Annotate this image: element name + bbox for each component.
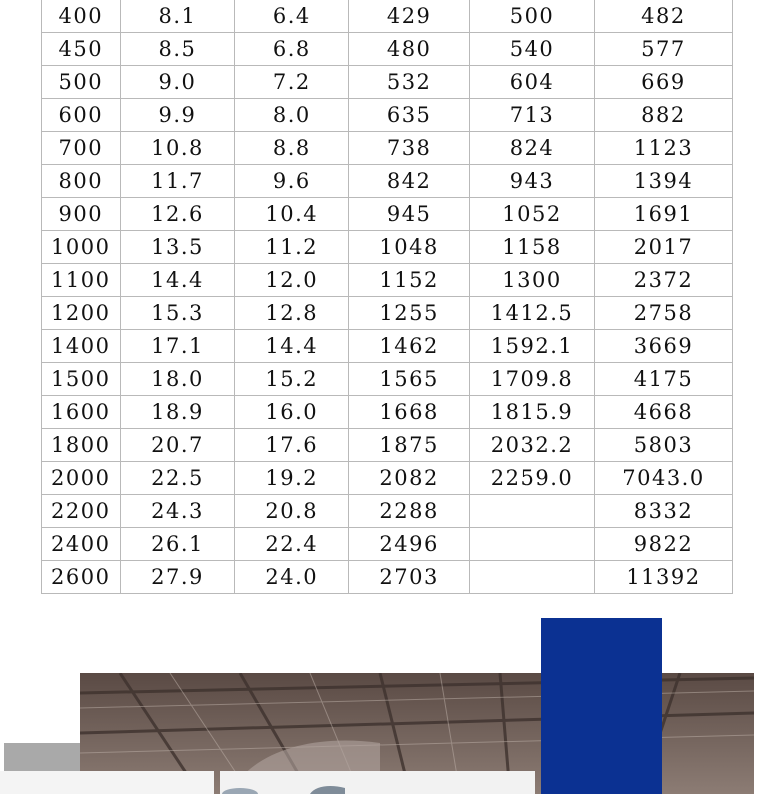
table-cell: 1565 [349, 363, 470, 396]
table-cell: 1691 [594, 198, 732, 231]
table-cell: 15.3 [120, 297, 235, 330]
table-cell: 6.4 [235, 0, 349, 33]
pipe-spec-table [41, 0, 733, 594]
table-row [42, 33, 733, 66]
table-cell: 532 [349, 66, 470, 99]
table-cell: 7.2 [235, 66, 349, 99]
table-cell: 635 [349, 99, 470, 132]
table-cell: 1815.9 [470, 396, 595, 429]
table-cell: 26.1 [120, 528, 235, 561]
table-cell: 1500 [42, 363, 121, 396]
table-cell: 2000 [42, 462, 121, 495]
table-cell: 600 [42, 99, 121, 132]
table-cell: 11.7 [120, 165, 235, 198]
table-cell [470, 561, 595, 594]
table-cell: 12.8 [235, 297, 349, 330]
table-cell: 12.0 [235, 264, 349, 297]
table-row [42, 429, 733, 462]
table-cell: 2496 [349, 528, 470, 561]
table-cell: 12.6 [120, 198, 235, 231]
table-cell: 945 [349, 198, 470, 231]
table-cell: 943 [470, 165, 595, 198]
table-cell: 1394 [594, 165, 732, 198]
table-cell: 22.5 [120, 462, 235, 495]
table-cell: 700 [42, 132, 121, 165]
pipe-product-image [220, 778, 360, 794]
table-cell: 6.8 [235, 33, 349, 66]
table-cell: 713 [470, 99, 595, 132]
table-row [42, 561, 733, 594]
table-cell: 577 [594, 33, 732, 66]
table-row [42, 495, 733, 528]
table-cell: 24.0 [235, 561, 349, 594]
table-cell: 824 [470, 132, 595, 165]
table-cell: 1668 [349, 396, 470, 429]
table-cell: 18.0 [120, 363, 235, 396]
table-cell: 4175 [594, 363, 732, 396]
table-cell: 18.9 [120, 396, 235, 429]
table-cell: 11392 [594, 561, 732, 594]
table-cell: 9.9 [120, 99, 235, 132]
table-cell: 2400 [42, 528, 121, 561]
table-cell: 669 [594, 66, 732, 99]
table-row [42, 363, 733, 396]
table-cell: 20.7 [120, 429, 235, 462]
table-cell: 1200 [42, 297, 121, 330]
table-cell: 1592.1 [470, 330, 595, 363]
table-cell: 8.1 [120, 0, 235, 33]
table-cell: 1152 [349, 264, 470, 297]
table-cell: 17.6 [235, 429, 349, 462]
table-cell: 1100 [42, 264, 121, 297]
table-cell: 20.8 [235, 495, 349, 528]
table-cell: 9822 [594, 528, 732, 561]
table-cell [470, 495, 595, 528]
table-cell: 540 [470, 33, 595, 66]
table-cell: 10.8 [120, 132, 235, 165]
table-cell: 1052 [470, 198, 595, 231]
table-cell: 8332 [594, 495, 732, 528]
table-row [42, 165, 733, 198]
blue-accent-block [541, 618, 662, 794]
table-cell: 9.6 [235, 165, 349, 198]
table-cell: 604 [470, 66, 595, 99]
table-cell: 2082 [349, 462, 470, 495]
table-cell: 2758 [594, 297, 732, 330]
table-cell: 1600 [42, 396, 121, 429]
table-cell: 1412.5 [470, 297, 595, 330]
table-cell: 2288 [349, 495, 470, 528]
table-row [42, 231, 733, 264]
table-cell: 1048 [349, 231, 470, 264]
table-cell: 27.9 [120, 561, 235, 594]
table-cell: 8.5 [120, 33, 235, 66]
table-cell: 842 [349, 165, 470, 198]
table-cell: 2259.0 [470, 462, 595, 495]
table-cell: 1255 [349, 297, 470, 330]
table-cell: 1709.8 [470, 363, 595, 396]
table-row [42, 528, 733, 561]
table-cell: 7043.0 [594, 462, 732, 495]
table-row [42, 297, 733, 330]
table-cell: 2032.2 [470, 429, 595, 462]
table-cell: 8.0 [235, 99, 349, 132]
table-cell: 500 [42, 66, 121, 99]
gray-accent-block [4, 743, 80, 771]
table-cell: 2017 [594, 231, 732, 264]
table-cell: 1875 [349, 429, 470, 462]
table-row [42, 0, 733, 33]
table-cell: 1123 [594, 132, 732, 165]
table-cell: 15.2 [235, 363, 349, 396]
table-cell: 5803 [594, 429, 732, 462]
table-cell: 480 [349, 33, 470, 66]
table-cell: 10.4 [235, 198, 349, 231]
table-cell: 400 [42, 0, 121, 33]
table-cell: 429 [349, 0, 470, 33]
table-cell: 14.4 [235, 330, 349, 363]
product-panel-left [0, 771, 214, 794]
table-cell: 13.5 [120, 231, 235, 264]
table-cell: 9.0 [120, 66, 235, 99]
table-cell: 19.2 [235, 462, 349, 495]
table-cell: 4668 [594, 396, 732, 429]
table-row [42, 66, 733, 99]
table-cell: 14.4 [120, 264, 235, 297]
table-cell: 482 [594, 0, 732, 33]
table-cell: 2200 [42, 495, 121, 528]
table-cell: 1000 [42, 231, 121, 264]
table-cell: 2372 [594, 264, 732, 297]
table-cell: 800 [42, 165, 121, 198]
table-cell: 16.0 [235, 396, 349, 429]
table-cell: 2703 [349, 561, 470, 594]
table-row [42, 264, 733, 297]
table-cell: 500 [470, 0, 595, 33]
table-cell: 3669 [594, 330, 732, 363]
table-cell: 1158 [470, 231, 595, 264]
table-row [42, 330, 733, 363]
table-cell: 450 [42, 33, 121, 66]
table-row [42, 99, 733, 132]
table-cell: 2600 [42, 561, 121, 594]
table-row [42, 132, 733, 165]
table-cell: 882 [594, 99, 732, 132]
table-cell [470, 528, 595, 561]
table-cell: 8.8 [235, 132, 349, 165]
table-cell: 1400 [42, 330, 121, 363]
table-cell: 17.1 [120, 330, 235, 363]
table-cell: 900 [42, 198, 121, 231]
table-row [42, 396, 733, 429]
table-cell: 22.4 [235, 528, 349, 561]
table-row [42, 198, 733, 231]
table-row [42, 462, 733, 495]
table-cell: 24.3 [120, 495, 235, 528]
table-cell: 1462 [349, 330, 470, 363]
table-cell: 738 [349, 132, 470, 165]
table-cell: 11.2 [235, 231, 349, 264]
table-cell: 1800 [42, 429, 121, 462]
table-cell: 1300 [470, 264, 595, 297]
